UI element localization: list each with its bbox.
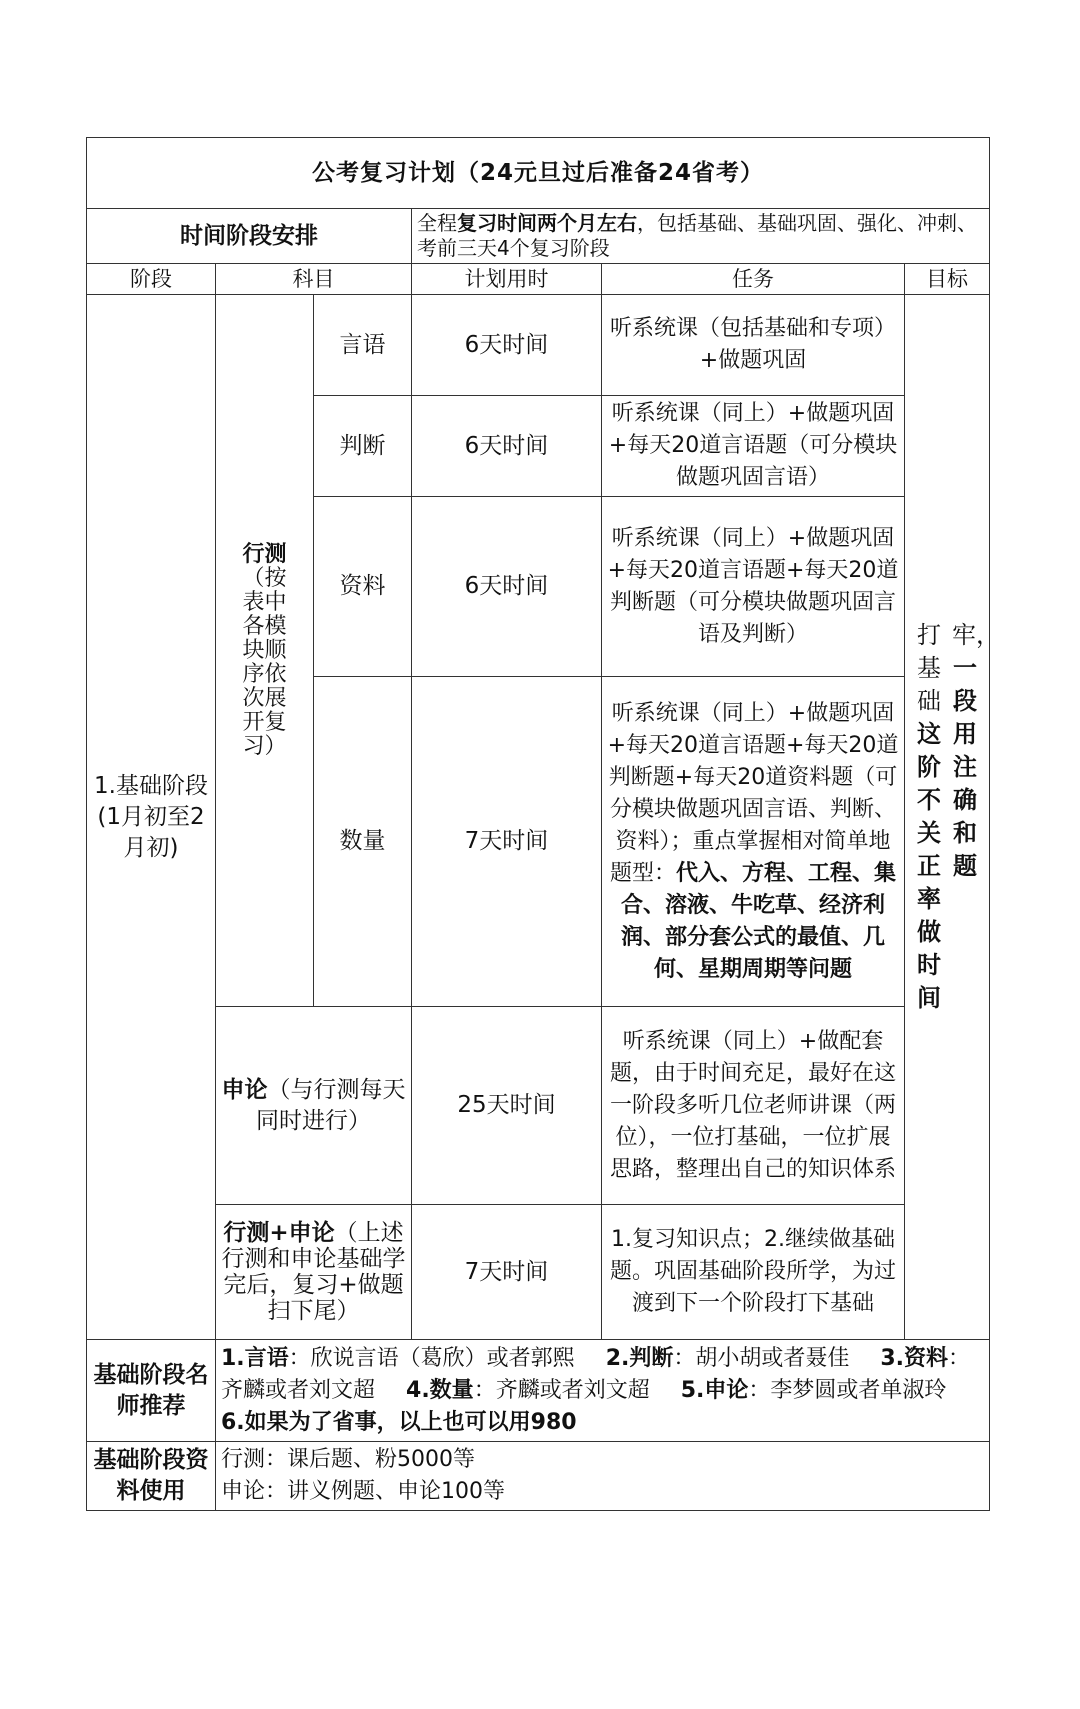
- combo-label: 行测+申论: [223, 1220, 335, 1246]
- overview-label: 时间阶段安排: [87, 209, 412, 264]
- overview-suffix: ，包括基础、基础巩固、强化、冲刺、考前三天4个复习阶段: [417, 211, 977, 260]
- column-header-time: 计划用时: [412, 264, 602, 295]
- overview-prefix: 全程: [417, 211, 457, 235]
- goal-cell: [905, 295, 1001, 1340]
- subject-cell: 判断: [314, 396, 412, 497]
- task-cell: 1.复习知识点；2.继续做基础题。巩固基础阶段所学，为过渡到下一个阶段打下基础: [602, 1205, 905, 1340]
- task-cell: 听系统课（同上）+做题巩固+每天20道言语题+每天20道判断题（可分模块做题巩固言语及判断）: [602, 497, 905, 677]
- time-cell: 6天时间: [412, 497, 602, 677]
- overview-text: [412, 209, 990, 264]
- teacher-item-key: 1.言语: [221, 1345, 289, 1371]
- teacher-item-value: ：胡小胡或者聂佳: [673, 1345, 850, 1371]
- teachers-list: [216, 1340, 990, 1442]
- xingce-cell: [216, 295, 314, 1007]
- stage-cell: 1.基础阶段(1月初至2月初): [87, 295, 216, 1340]
- task-text-bold: 代入、方程、工程、集合、溶液、牛吃草、经济利润、部分套公式的最值、几何、星期周期等问题: [620, 860, 897, 982]
- teacher-item-value: ：齐麟或者刘文超: [221, 1345, 971, 1403]
- teacher-item-key: 2.判断: [605, 1345, 674, 1371]
- time-cell: 7天时间: [412, 677, 602, 1007]
- task-cell: 听系统课（同上）+做题巩固+每天20道言语题（可分模块做题巩固言语）: [602, 396, 905, 497]
- shenlun-cell: [216, 1007, 412, 1205]
- page-title: 公考复习计划（24元旦过后准备24省考）: [87, 138, 990, 209]
- time-cell: 6天时间: [412, 396, 602, 497]
- teacher-item-key: 5.申论: [680, 1377, 749, 1403]
- study-plan-table: [86, 137, 1001, 1511]
- combo-note: （上述行测和申论基础学完后，复习+做题扫下尾）: [221, 1220, 406, 1324]
- column-header-subject: 科目: [216, 264, 412, 295]
- subject-cell: 言语: [314, 295, 412, 396]
- xingce-label: 行测: [242, 541, 287, 567]
- time-cell: 6天时间: [412, 295, 602, 396]
- shenlun-label: 申论: [221, 1076, 268, 1103]
- teacher-item-key: 4.数量: [406, 1377, 474, 1403]
- column-header-task: 任务: [602, 264, 905, 295]
- goal-column-2: [952, 619, 1001, 1015]
- subject-cell: 数量: [314, 677, 412, 1007]
- goal-column-1: [916, 619, 942, 1015]
- goal-text-2-bold: 一段用注确和题: [953, 654, 978, 880]
- column-header-goal: 目标: [905, 264, 990, 295]
- teacher-item-value: ：欣说言语（葛欣）或者郭熙: [288, 1345, 575, 1371]
- task-cell: 听系统课（同上）+做配套题，由于时间充足，最好在这一阶段多听几位老师讲课（两位），一位打基础，一位扩展思路，整理出自己的知识体系: [602, 1007, 905, 1205]
- xingce-note: （按表中各模块顺序依次展开复习）: [242, 565, 287, 759]
- table-row: [87, 1007, 990, 1205]
- teacher-item-key: 3.资料: [880, 1345, 949, 1371]
- shenlun-note: （与行测每天同时进行）: [256, 1076, 406, 1134]
- combo-cell: [216, 1205, 412, 1340]
- materials-line: 行测：课后题、粉5000等: [221, 1447, 475, 1472]
- subject-cell: 资料: [314, 497, 412, 677]
- task-cell: 听系统课（包括基础和专项）+做题巩固: [602, 295, 905, 396]
- overview-bold: 复习时间两个月左右: [457, 211, 637, 235]
- goal-text-1-bold: 这阶不关正率做时间: [917, 720, 942, 1012]
- table-row: [87, 1205, 990, 1340]
- materials-label: 基础阶段资料使用: [87, 1442, 216, 1511]
- teacher-item-value: ：李梦圆或者单淑玲: [748, 1377, 947, 1403]
- table-row: [87, 1340, 990, 1442]
- table-row: [87, 1442, 990, 1511]
- materials-list: [216, 1442, 990, 1511]
- time-cell: 7天时间: [412, 1205, 602, 1340]
- task-text: 听系统课（同上）+做题巩固+每天20道言语题+每天20道判断题+每天20道资料题（可分模块做题巩固言语、判断、资料）；重点掌握相对简单地题型：: [607, 700, 899, 886]
- table-row: [87, 295, 990, 396]
- materials-line: 申论：讲义例题、申论100等: [221, 1479, 505, 1504]
- time-cell: 25天时间: [412, 1007, 602, 1205]
- teacher-item-value: ：齐麟或者刘文超: [473, 1377, 650, 1403]
- task-cell: [602, 677, 905, 1007]
- column-header-stage: 阶段: [87, 264, 216, 295]
- teachers-label: 基础阶段名师推荐: [87, 1340, 216, 1442]
- teachers-note: 6.如果为了省事，以上也可以用980: [221, 1409, 577, 1435]
- goal-text-1: 打基础: [917, 621, 942, 715]
- goal-text-2: 牢，: [952, 621, 1001, 649]
